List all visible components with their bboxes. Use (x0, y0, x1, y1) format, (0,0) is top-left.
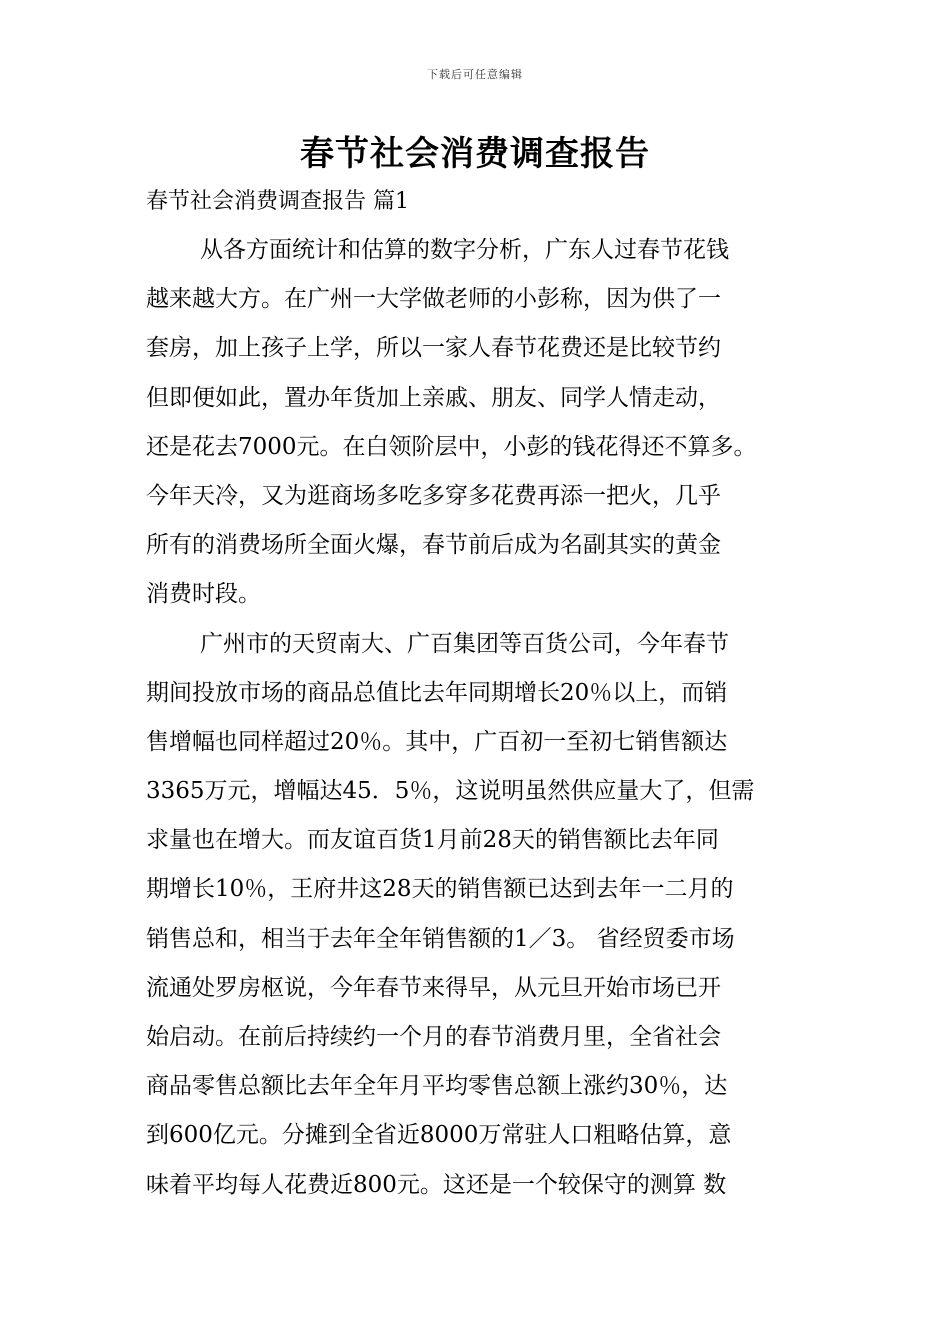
text-line: 求量也在增大。而友谊百货1月前28天的销售额比去年同 (146, 827, 719, 854)
paragraph-2 (146, 620, 810, 1210)
text-line: 还是花去7000元。在白领阶层中，小彭的钱花得还不算多。 (146, 433, 757, 460)
text-line: 售增幅也同样超过20％。其中，广百初一至初七销售额达 (146, 728, 728, 755)
header-note: 下载后可任意编辑 (427, 68, 523, 81)
body-text (146, 226, 810, 1210)
text-line: 消费时段。 (146, 581, 261, 608)
text-line: 3365万元，增幅达45．5％，这说明虽然供应量大了，但需 (146, 778, 755, 805)
text-line: 从各方面统计和估算的数字分析，广东人过春节花钱 (200, 237, 729, 263)
text-line: 今年天冷，又为逛商场多吃多穿多花费再添一把火，几乎 (146, 482, 721, 509)
text-line: 味着平均每人花费近800元。这还是一个较保守的测算 数 (146, 1171, 727, 1198)
section-subtitle: 春节社会消费调查报告 篇1 (146, 189, 409, 214)
text-line: 始启动。在前后持续约一个月的春节消费月里，全省社会 (146, 1024, 721, 1050)
text-line: 套房，加上孩子上学，所以一家人春节花费还是比较节约 (146, 335, 721, 362)
text-line: 到600亿元。分摊到全省近8000万常驻人口粗略估算，意 (146, 1122, 732, 1149)
text-line: 所有的消费场所全面火爆，春节前后成为名副其实的黄金 (146, 532, 721, 559)
text-line: 广州市的天贸南大、广百集团等百货公司，今年春节 (200, 630, 729, 657)
paragraph-1 (146, 226, 810, 620)
text-line: 期增长10％，王府井这28天的销售额已达到去年一二月的 (146, 876, 734, 903)
text-line: 商品零售总额比去年全年月平均零售总额上涨约30％，达 (146, 1073, 728, 1100)
text-line: 销售总和，相当于去年全年销售额的1／3。 省经贸委市场 (146, 925, 735, 952)
text-line: 期间投放市场的商品总值比去年同期增长20％以上，而销 (146, 679, 728, 706)
text-line: 但即便如此，置办年货加上亲戚、朋友、同学人情走动， (146, 384, 721, 411)
document-title: 春节社会消费调查报告 (300, 134, 650, 174)
text-line: 越来越大方。在广州一大学做老师的小彭称，因为供了一 (146, 286, 721, 313)
text-line: 流通处罗房枢说，今年春节来得早，从元旦开始市场已开 (146, 974, 721, 1001)
